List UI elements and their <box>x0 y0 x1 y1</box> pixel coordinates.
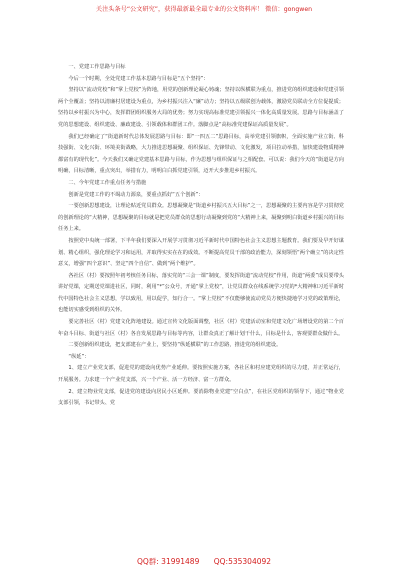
paragraph: 按照党中央统一部署，下半年我们要深入开展学习贯彻习近平新时代中国特色社会主义思想主题教育。我们要及早开好谋划、精心组织，强化理论学习和运用，并取得实实在在的成效。不断提高党员干部的政治能力，深刻领悟“两个确立”的决定性意义，增强“四个意识”、坚定“四个自信”、做到“两个维护”。 <box>58 237 344 268</box>
paragraph: 1、建立产业党支部，促进党的建设向优势产业延伸。要按照实施方案，各社区和村应建党组织的尽力建，并正常运行，开展服务。力求建一个产业党支部，兴一个产业、活一方经济、富一方群众。 <box>58 365 344 384</box>
header-banner: 关注头条号“公文研究”，获得最新最全最专业的公文资料库！ 微信：gongwen <box>95 6 313 13</box>
paragraph: 我们已经确定了“街道新时代总体发展思路与目标：即“一四五二”思路目标，高举党建引领旗帜，全面实施产业立街、科技强街、文化兴街、环境美街战略，大力推进思想凝聚、组织保证、先锋带动、文化激发，项目拉动举措，加快建设物质精神都富有的现代化”。今天我们又确定党建基本思路与目标，作为思想与组织保证与之相配套。可以说：我们今天的“街道是方向明确，目标清晰，重点突出，举措有力，明明白白抓党建引领，迈开大步推进乡村振兴。 <box>58 133 344 175</box>
section-heading: 一、党建工作思路与目标 <box>68 64 126 70</box>
paragraph: 要完善社区（村）党建文化阵地建设。通过宣传文化版面调整，社区（村）党建活动室和党建文化广场增设党的第二个百年奋斗目标、街道与社区（村）各自发展思路与目标等内容，让群众真正了解计划干什么，目标是什么，客观要群众做什么。 <box>58 319 344 337</box>
section-heading: 二、今年党建工作重点任务与措施 <box>68 179 147 186</box>
paragraph: 一要创新思想建设，让理论贴近党员群众。思想凝聚是“街道乡村振兴五大目标”之一，思想凝聚的主要内容是学习贯彻党的创新理论的“大精神，思想凝聚的目标就是把党员群众的思想行动凝聚到党的“大精神上来，凝聚到明白街道乡村振兴的目标任务上来。 <box>58 203 344 233</box>
document-body <box>58 62 344 410</box>
paragraph: 二要创新组织建设，把支部建在产业上，要坚持“纵延横联”的工作思路，推进党的组织建设。 <box>68 342 282 349</box>
qq-text: QQ:535304092 <box>213 557 272 566</box>
paragraph: 今后一个时期，全处党建工作基本思路与目标是“五个坚持”： <box>68 75 209 82</box>
qq-group-text: QQ群: 31991489 <box>136 557 200 566</box>
paragraph: 坚持以“流动党校”和“掌上党校”为阵地，用党的创新理论凝心铸魂；坚持以纵横联为重点，推进党的组织建设和党建引领两个全覆盖；坚持以清廉村居建设为重点，为乡村振兴注入“廉”动力；坚持以五级联创为载体，激励党员联动全方位促提质；坚持以乡村振兴为中心，发挥群团组织服务大局的优势；努力实现高标准党建引领振兴一体化高质量发展。思路与目标涵盖了党的思想建设、组织建设、廉政建设、引领载体和群团工作。落脚点是“高标准党建保证高质量发展”。 <box>58 87 344 128</box>
paragraph: “纵延”： <box>68 353 90 360</box>
paragraph: 2、建立物业党支部，促进党的建设向居民小区延伸。要消除物业党建“空白点”，在社区党组织的领导下，通过“物业党支部引领，书记带头、党 <box>58 388 344 407</box>
paragraph: 创新是党建工作的不竭动力源泉，要重点抓好“五个创新”： <box>68 191 204 198</box>
paragraph: 各社区（村）要按照年初考核任务目标，落实党的“三会一课”制度，要发挥街道“流动党校”作用，街道“两委”成员要带头讲好党课，定期送党课进社区，同时，利用“*”公众号，开通“掌上党校”，让党员群众在线系统学习党的*大精神和习近平新时代中国特色社会主义思想，学以致用，用以促学，知行合一。“掌上党校”不仅能够使流动党员方便快捷地学习党的政策理论，也能切实感受到组织的关怀。 <box>58 272 344 314</box>
footer-contact <box>0 554 408 570</box>
